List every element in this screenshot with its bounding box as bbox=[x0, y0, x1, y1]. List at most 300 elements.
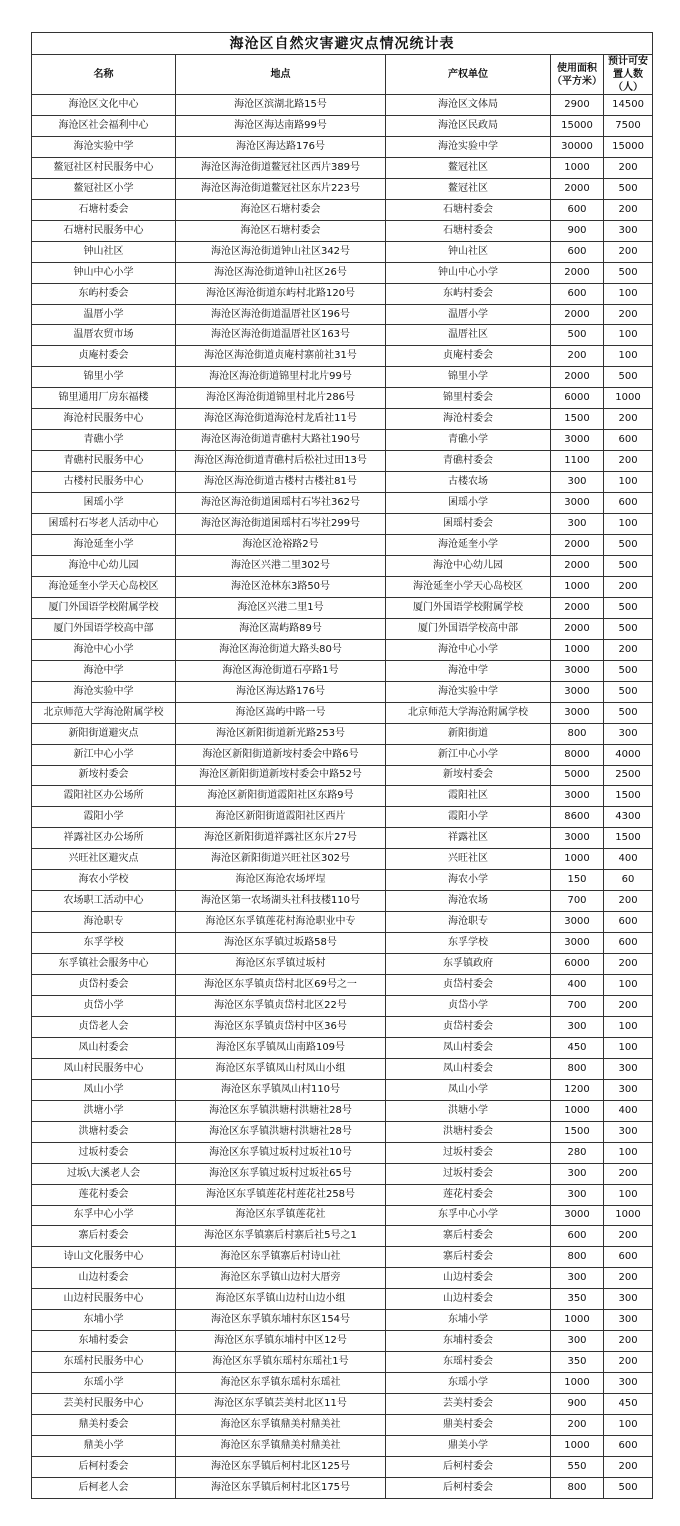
cell-capacity: 300 bbox=[604, 1373, 653, 1394]
cell-name: 鳌冠社区村民服务中心 bbox=[32, 157, 176, 178]
cell-name: 温厝小学 bbox=[32, 304, 176, 325]
cell-address: 海沧区海沧街道青礁村后松社过田13号 bbox=[176, 451, 386, 472]
cell-capacity: 600 bbox=[604, 493, 653, 514]
cell-address: 海沧区海沧农场坪埕 bbox=[176, 870, 386, 891]
cell-area: 800 bbox=[551, 1247, 604, 1268]
cell-area: 300 bbox=[551, 1184, 604, 1205]
cell-address: 海沧区沧裕路2号 bbox=[176, 535, 386, 556]
cell-area: 700 bbox=[551, 995, 604, 1016]
cell-address: 海沧区沧林东3路50号 bbox=[176, 576, 386, 597]
cell-capacity: 200 bbox=[604, 576, 653, 597]
cell-address: 海沧区东孚镇后柯村北区125号 bbox=[176, 1456, 386, 1477]
table-row bbox=[32, 472, 653, 493]
cell-address: 海沧区东孚镇贞岱村北区69号之一 bbox=[176, 975, 386, 996]
cell-owner: 贞庵村委会 bbox=[386, 346, 551, 367]
cell-name: 海沧延奎小学 bbox=[32, 535, 176, 556]
cell-address: 海沧区东孚镇过坂村过坂社65号 bbox=[176, 1163, 386, 1184]
cell-area: 6000 bbox=[551, 954, 604, 975]
cell-name: 东埔小学 bbox=[32, 1310, 176, 1331]
cell-address: 海沧区东孚镇莲花村海沧职业中专 bbox=[176, 912, 386, 933]
cell-address: 海沧区东孚镇东瑶村东瑶社 bbox=[176, 1373, 386, 1394]
cell-owner: 鼎美小学 bbox=[386, 1436, 551, 1457]
cell-address: 海沧区东孚镇后柯村北区175号 bbox=[176, 1477, 386, 1498]
cell-address: 海沧区东孚镇山边村山边小组 bbox=[176, 1289, 386, 1310]
cell-name: 石塘村委会 bbox=[32, 199, 176, 220]
cell-owner: 北京师范大学海沧附属学校 bbox=[386, 702, 551, 723]
table-row bbox=[32, 388, 653, 409]
table-row bbox=[32, 1100, 653, 1121]
cell-area: 200 bbox=[551, 1415, 604, 1436]
cell-address: 海沧区东孚镇过坂村 bbox=[176, 954, 386, 975]
cell-address: 海沧区海沧街道锦里村北片286号 bbox=[176, 388, 386, 409]
cell-name: 过坂村委会 bbox=[32, 1142, 176, 1163]
cell-owner: 海沧实验中学 bbox=[386, 681, 551, 702]
cell-address: 海沧区海沧街道鳌冠社区东片223号 bbox=[176, 178, 386, 199]
cell-capacity: 200 bbox=[604, 241, 653, 262]
cell-address: 海沧区东孚镇山边村大厝旁 bbox=[176, 1268, 386, 1289]
table-row bbox=[32, 807, 653, 828]
table-row bbox=[32, 1268, 653, 1289]
cell-area: 500 bbox=[551, 325, 604, 346]
cell-capacity: 500 bbox=[604, 262, 653, 283]
cell-name: 厦门外国语学校附属学校 bbox=[32, 597, 176, 618]
cell-area: 1000 bbox=[551, 1436, 604, 1457]
cell-capacity: 1500 bbox=[604, 828, 653, 849]
cell-owner: 凤山村委会 bbox=[386, 1058, 551, 1079]
table-row bbox=[32, 1247, 653, 1268]
cell-address: 海沧区嵩屿路89号 bbox=[176, 618, 386, 639]
cell-owner: 古楼农场 bbox=[386, 472, 551, 493]
header-area-text: 使用面积 （平方米） bbox=[552, 62, 602, 87]
header-owner: 产权单位 bbox=[386, 55, 551, 95]
cell-name: 青礁村民服务中心 bbox=[32, 451, 176, 472]
table-row bbox=[32, 1037, 653, 1058]
cell-area: 2000 bbox=[551, 178, 604, 199]
table-body bbox=[32, 95, 653, 1499]
cell-owner: 东瑶村委会 bbox=[386, 1352, 551, 1373]
table-row bbox=[32, 1373, 653, 1394]
cell-area: 2000 bbox=[551, 597, 604, 618]
cell-capacity: 200 bbox=[604, 954, 653, 975]
cell-area: 600 bbox=[551, 283, 604, 304]
table-row bbox=[32, 346, 653, 367]
cell-owner: 锦里村委会 bbox=[386, 388, 551, 409]
cell-capacity: 1500 bbox=[604, 786, 653, 807]
cell-address: 海沧区海沧街道温厝社区196号 bbox=[176, 304, 386, 325]
cell-name: 莲花村委会 bbox=[32, 1184, 176, 1205]
cell-address: 海沧区新阳街道霞阳社区东路9号 bbox=[176, 786, 386, 807]
cell-owner: 东孚学校 bbox=[386, 933, 551, 954]
cell-owner: 厦门外国语学校附属学校 bbox=[386, 597, 551, 618]
table-row bbox=[32, 199, 653, 220]
cell-owner: 过坂村委会 bbox=[386, 1163, 551, 1184]
cell-capacity: 200 bbox=[604, 1331, 653, 1352]
cell-address: 海沧区新阳街道霞阳社区西片 bbox=[176, 807, 386, 828]
cell-capacity: 450 bbox=[604, 1394, 653, 1415]
cell-owner: 过坂村委会 bbox=[386, 1142, 551, 1163]
cell-address: 海沧区兴港二里1号 bbox=[176, 597, 386, 618]
table-row bbox=[32, 493, 653, 514]
table-row bbox=[32, 765, 653, 786]
cell-name: 山边村民服务中心 bbox=[32, 1289, 176, 1310]
cell-capacity: 500 bbox=[604, 535, 653, 556]
cell-capacity: 300 bbox=[604, 1310, 653, 1331]
cell-owner: 兴旺社区 bbox=[386, 849, 551, 870]
cell-owner: 海沧延奎小学 bbox=[386, 535, 551, 556]
cell-area: 2000 bbox=[551, 367, 604, 388]
cell-owner: 海沧中心小学 bbox=[386, 639, 551, 660]
cell-address: 海沧区东孚镇凤山南路109号 bbox=[176, 1037, 386, 1058]
cell-area: 1000 bbox=[551, 639, 604, 660]
cell-name: 凤山小学 bbox=[32, 1079, 176, 1100]
cell-area: 3000 bbox=[551, 493, 604, 514]
cell-capacity: 1000 bbox=[604, 1205, 653, 1226]
cell-owner: 钟山社区 bbox=[386, 241, 551, 262]
cell-capacity: 300 bbox=[604, 1079, 653, 1100]
cell-area: 2000 bbox=[551, 262, 604, 283]
cell-capacity: 100 bbox=[604, 1142, 653, 1163]
table-row bbox=[32, 702, 653, 723]
table-row bbox=[32, 220, 653, 241]
cell-owner: 芸美村委会 bbox=[386, 1394, 551, 1415]
cell-area: 3000 bbox=[551, 828, 604, 849]
cell-capacity: 200 bbox=[604, 1226, 653, 1247]
cell-address: 海沧区东孚镇洪塘村洪塘社28号 bbox=[176, 1121, 386, 1142]
cell-capacity: 200 bbox=[604, 199, 653, 220]
cell-area: 550 bbox=[551, 1456, 604, 1477]
cell-name: 后柯老人会 bbox=[32, 1477, 176, 1498]
table-row bbox=[32, 1163, 653, 1184]
cell-owner: 青礁小学 bbox=[386, 430, 551, 451]
table-row bbox=[32, 786, 653, 807]
cell-capacity: 100 bbox=[604, 472, 653, 493]
cell-name: 海沧区文化中心 bbox=[32, 95, 176, 116]
cell-owner: 锦里小学 bbox=[386, 367, 551, 388]
cell-area: 1000 bbox=[551, 1310, 604, 1331]
cell-name: 凤山村民服务中心 bbox=[32, 1058, 176, 1079]
cell-capacity: 300 bbox=[604, 1289, 653, 1310]
table-row bbox=[32, 1477, 653, 1498]
cell-area: 600 bbox=[551, 1226, 604, 1247]
cell-address: 海沧区东孚镇贞岱村北区22号 bbox=[176, 995, 386, 1016]
cell-area: 3000 bbox=[551, 681, 604, 702]
cell-name: 山边村委会 bbox=[32, 1268, 176, 1289]
cell-address: 海沧区石塘村委会 bbox=[176, 220, 386, 241]
cell-area: 3000 bbox=[551, 430, 604, 451]
cell-address: 海沧区新阳街道兴旺社区302号 bbox=[176, 849, 386, 870]
cell-capacity: 60 bbox=[604, 870, 653, 891]
cell-area: 2000 bbox=[551, 535, 604, 556]
cell-area: 200 bbox=[551, 346, 604, 367]
cell-address: 海沧区东孚镇过坂村过坂社10号 bbox=[176, 1142, 386, 1163]
cell-name: 东瑶小学 bbox=[32, 1373, 176, 1394]
table-row bbox=[32, 1436, 653, 1457]
table-row bbox=[32, 1184, 653, 1205]
cell-address: 海沧区东孚镇寨后村寨后社5号之1 bbox=[176, 1226, 386, 1247]
cell-address: 海沧区东孚镇过坂路58号 bbox=[176, 933, 386, 954]
cell-capacity: 200 bbox=[604, 451, 653, 472]
cell-owner: 厦门外国语学校高中部 bbox=[386, 618, 551, 639]
cell-owner: 贞岱小学 bbox=[386, 995, 551, 1016]
cell-capacity: 500 bbox=[604, 681, 653, 702]
table-row bbox=[32, 451, 653, 472]
table-row bbox=[32, 1310, 653, 1331]
cell-name: 诗山文化服务中心 bbox=[32, 1247, 176, 1268]
cell-area: 280 bbox=[551, 1142, 604, 1163]
cell-name: 贞岱村委会 bbox=[32, 975, 176, 996]
cell-address: 海沧区海沧街道东屿村北路120号 bbox=[176, 283, 386, 304]
cell-owner: 莲花村委会 bbox=[386, 1184, 551, 1205]
table-title: 海沧区自然灾害避灾点情况统计表 bbox=[32, 33, 653, 55]
cell-capacity: 200 bbox=[604, 1456, 653, 1477]
cell-capacity: 300 bbox=[604, 220, 653, 241]
cell-owner: 山边村委会 bbox=[386, 1289, 551, 1310]
cell-name: 东瑶村民服务中心 bbox=[32, 1352, 176, 1373]
header-capacity-text: 预计可安置人数 （人） bbox=[608, 56, 649, 93]
table-row bbox=[32, 870, 653, 891]
cell-capacity: 600 bbox=[604, 933, 653, 954]
cell-address: 海沧区海沧街道古楼村古楼社81号 bbox=[176, 472, 386, 493]
cell-owner: 海沧区民政局 bbox=[386, 115, 551, 136]
cell-name: 东孚学校 bbox=[32, 933, 176, 954]
cell-area: 800 bbox=[551, 1477, 604, 1498]
cell-capacity: 100 bbox=[604, 1016, 653, 1037]
cell-area: 8000 bbox=[551, 744, 604, 765]
cell-address: 海沧区海沧街道青礁村大路社190号 bbox=[176, 430, 386, 451]
cell-address: 海沧区石塘村委会 bbox=[176, 199, 386, 220]
cell-owner: 东埔小学 bbox=[386, 1310, 551, 1331]
cell-name: 寨后村委会 bbox=[32, 1226, 176, 1247]
cell-capacity: 200 bbox=[604, 1163, 653, 1184]
cell-name: 温厝农贸市场 bbox=[32, 325, 176, 346]
cell-name: 过坂\大溪老人会 bbox=[32, 1163, 176, 1184]
table-row bbox=[32, 1226, 653, 1247]
cell-name: 囷瑶小学 bbox=[32, 493, 176, 514]
cell-area: 1200 bbox=[551, 1079, 604, 1100]
cell-name: 厦门外国语学校高中部 bbox=[32, 618, 176, 639]
cell-area: 3000 bbox=[551, 660, 604, 681]
table-row bbox=[32, 618, 653, 639]
cell-area: 1500 bbox=[551, 409, 604, 430]
cell-area: 150 bbox=[551, 870, 604, 891]
cell-name: 石塘村民服务中心 bbox=[32, 220, 176, 241]
cell-name: 鼎美村委会 bbox=[32, 1415, 176, 1436]
cell-name: 洪塘村委会 bbox=[32, 1121, 176, 1142]
table-row bbox=[32, 1058, 653, 1079]
cell-address: 海沧区新阳街道新光路253号 bbox=[176, 723, 386, 744]
cell-capacity: 200 bbox=[604, 1352, 653, 1373]
cell-address: 海沧区新阳街道新垵村委会中路52号 bbox=[176, 765, 386, 786]
cell-name: 海沧中心小学 bbox=[32, 639, 176, 660]
table-row bbox=[32, 514, 653, 535]
cell-name: 海沧村民服务中心 bbox=[32, 409, 176, 430]
cell-address: 海沧区海沧街道囷瑶村石岑社299号 bbox=[176, 514, 386, 535]
table-row bbox=[32, 304, 653, 325]
cell-name: 海沧职专 bbox=[32, 912, 176, 933]
cell-area: 600 bbox=[551, 199, 604, 220]
cell-capacity: 100 bbox=[604, 346, 653, 367]
table-row bbox=[32, 597, 653, 618]
header-address: 地点 bbox=[176, 55, 386, 95]
cell-address: 海沧区海达路176号 bbox=[176, 681, 386, 702]
table-row bbox=[32, 1121, 653, 1142]
cell-name: 海沧实验中学 bbox=[32, 136, 176, 157]
cell-area: 300 bbox=[551, 472, 604, 493]
table-row bbox=[32, 555, 653, 576]
cell-capacity: 14500 bbox=[604, 95, 653, 116]
table-row bbox=[32, 1205, 653, 1226]
cell-address: 海沧区东孚镇东埔村中区12号 bbox=[176, 1331, 386, 1352]
cell-owner: 寨后村委会 bbox=[386, 1247, 551, 1268]
table-row bbox=[32, 975, 653, 996]
cell-address: 海沧区东孚镇鼎美村鼎美社 bbox=[176, 1415, 386, 1436]
cell-address: 海沧区海沧街道钟山社区26号 bbox=[176, 262, 386, 283]
cell-capacity: 200 bbox=[604, 995, 653, 1016]
cell-name: 霞阳小学 bbox=[32, 807, 176, 828]
cell-area: 3000 bbox=[551, 912, 604, 933]
cell-name: 农场职工活动中心 bbox=[32, 891, 176, 912]
table-row bbox=[32, 1079, 653, 1100]
cell-name: 兴旺社区避灾点 bbox=[32, 849, 176, 870]
disaster-shelter-table bbox=[31, 32, 653, 1499]
cell-address: 海沧区新阳街道新垵村委会中路6号 bbox=[176, 744, 386, 765]
cell-address: 海沧区东孚镇莲花村莲花社258号 bbox=[176, 1184, 386, 1205]
cell-name: 东屿村委会 bbox=[32, 283, 176, 304]
cell-name: 海沧区社会福利中心 bbox=[32, 115, 176, 136]
table-row bbox=[32, 115, 653, 136]
cell-area: 5000 bbox=[551, 765, 604, 786]
cell-capacity: 500 bbox=[604, 555, 653, 576]
cell-area: 300 bbox=[551, 1268, 604, 1289]
table-row bbox=[32, 912, 653, 933]
table-row bbox=[32, 1394, 653, 1415]
cell-owner: 洪塘村委会 bbox=[386, 1121, 551, 1142]
cell-owner: 囷瑶小学 bbox=[386, 493, 551, 514]
cell-area: 1000 bbox=[551, 157, 604, 178]
cell-area: 2000 bbox=[551, 618, 604, 639]
table-row bbox=[32, 954, 653, 975]
cell-capacity: 1000 bbox=[604, 388, 653, 409]
cell-address: 海沧区海沧街道钟山社区342号 bbox=[176, 241, 386, 262]
table-row bbox=[32, 933, 653, 954]
cell-name: 海沧实验中学 bbox=[32, 681, 176, 702]
cell-address: 海沧区海达路176号 bbox=[176, 136, 386, 157]
cell-area: 3000 bbox=[551, 1205, 604, 1226]
cell-area: 300 bbox=[551, 1016, 604, 1037]
table-row bbox=[32, 1289, 653, 1310]
cell-address: 海沧区海沧街道贞庵村寨前社31号 bbox=[176, 346, 386, 367]
cell-name: 后柯村委会 bbox=[32, 1456, 176, 1477]
table-row bbox=[32, 891, 653, 912]
table-row bbox=[32, 325, 653, 346]
cell-area: 3000 bbox=[551, 786, 604, 807]
cell-capacity: 500 bbox=[604, 1477, 653, 1498]
cell-area: 300 bbox=[551, 1163, 604, 1184]
cell-owner: 海沧中学 bbox=[386, 660, 551, 681]
table-row bbox=[32, 157, 653, 178]
cell-address: 海沧区东孚镇凤山村凤山小组 bbox=[176, 1058, 386, 1079]
header-area bbox=[551, 55, 604, 95]
cell-area: 1000 bbox=[551, 849, 604, 870]
cell-owner: 霞阳小学 bbox=[386, 807, 551, 828]
cell-owner: 鳌冠社区 bbox=[386, 178, 551, 199]
cell-name: 海沧中学 bbox=[32, 660, 176, 681]
cell-owner: 霞阳社区 bbox=[386, 786, 551, 807]
cell-name: 古楼村民服务中心 bbox=[32, 472, 176, 493]
cell-name: 鳌冠社区小学 bbox=[32, 178, 176, 199]
cell-capacity: 4300 bbox=[604, 807, 653, 828]
cell-owner: 新垵村委会 bbox=[386, 765, 551, 786]
cell-owner: 鼎美村委会 bbox=[386, 1415, 551, 1436]
cell-area: 300 bbox=[551, 514, 604, 535]
cell-area: 1000 bbox=[551, 576, 604, 597]
cell-capacity: 400 bbox=[604, 1100, 653, 1121]
cell-owner: 后柯村委会 bbox=[386, 1477, 551, 1498]
cell-name: 凤山村委会 bbox=[32, 1037, 176, 1058]
cell-capacity: 500 bbox=[604, 367, 653, 388]
table-row bbox=[32, 639, 653, 660]
cell-name: 祥露社区办公场所 bbox=[32, 828, 176, 849]
cell-owner: 海沧中心幼儿园 bbox=[386, 555, 551, 576]
cell-name: 海农小学校 bbox=[32, 870, 176, 891]
cell-address: 海沧区第一农场湖头社科技楼110号 bbox=[176, 891, 386, 912]
table-row bbox=[32, 1456, 653, 1477]
cell-area: 300 bbox=[551, 1331, 604, 1352]
table-row bbox=[32, 136, 653, 157]
cell-area: 800 bbox=[551, 1058, 604, 1079]
cell-address: 海沧区海沧街道大路头80号 bbox=[176, 639, 386, 660]
table-row bbox=[32, 576, 653, 597]
cell-address: 海沧区海达南路99号 bbox=[176, 115, 386, 136]
cell-address: 海沧区海沧街道囷瑶村石岑社362号 bbox=[176, 493, 386, 514]
cell-area: 8600 bbox=[551, 807, 604, 828]
cell-address: 海沧区东孚镇贞岱村中区36号 bbox=[176, 1016, 386, 1037]
table-row bbox=[32, 409, 653, 430]
cell-area: 350 bbox=[551, 1289, 604, 1310]
cell-name: 新垵村委会 bbox=[32, 765, 176, 786]
table-row bbox=[32, 367, 653, 388]
cell-area: 900 bbox=[551, 220, 604, 241]
cell-owner: 东孚镇政府 bbox=[386, 954, 551, 975]
cell-name: 芸美村民服务中心 bbox=[32, 1394, 176, 1415]
cell-capacity: 200 bbox=[604, 639, 653, 660]
cell-address: 海沧区海沧街道石亭路1号 bbox=[176, 660, 386, 681]
cell-owner: 山边村委会 bbox=[386, 1268, 551, 1289]
cell-address: 海沧区东孚镇东瑶村东瑶社1号 bbox=[176, 1352, 386, 1373]
cell-owner: 贞岱村委会 bbox=[386, 1016, 551, 1037]
cell-capacity: 100 bbox=[604, 1184, 653, 1205]
cell-owner: 海沧区文体局 bbox=[386, 95, 551, 116]
cell-name: 锦里通用厂房东福楼 bbox=[32, 388, 176, 409]
cell-owner: 青礁村委会 bbox=[386, 451, 551, 472]
cell-capacity: 300 bbox=[604, 1058, 653, 1079]
cell-address: 海沧区东孚镇凤山村110号 bbox=[176, 1079, 386, 1100]
cell-owner: 钟山中心小学 bbox=[386, 262, 551, 283]
cell-owner: 囷瑶村委会 bbox=[386, 514, 551, 535]
table-row bbox=[32, 1016, 653, 1037]
table-row bbox=[32, 241, 653, 262]
cell-name: 钟山社区 bbox=[32, 241, 176, 262]
cell-capacity: 200 bbox=[604, 891, 653, 912]
cell-address: 海沧区海沧街道温厝社区163号 bbox=[176, 325, 386, 346]
table-row bbox=[32, 95, 653, 116]
cell-owner: 新阳街道 bbox=[386, 723, 551, 744]
cell-capacity: 600 bbox=[604, 430, 653, 451]
cell-area: 6000 bbox=[551, 388, 604, 409]
cell-area: 700 bbox=[551, 891, 604, 912]
cell-area: 30000 bbox=[551, 136, 604, 157]
cell-capacity: 600 bbox=[604, 1436, 653, 1457]
